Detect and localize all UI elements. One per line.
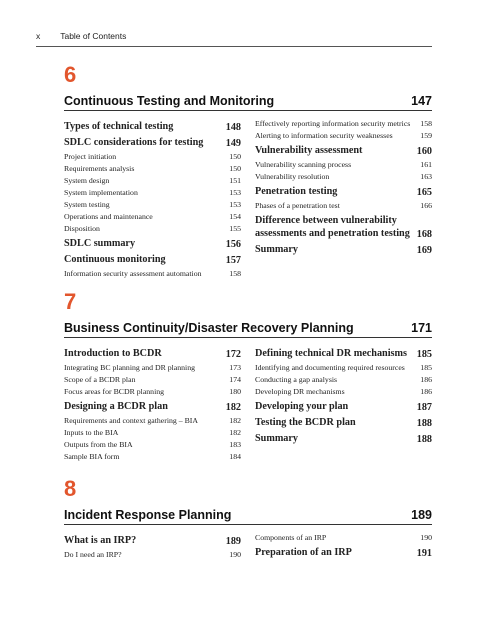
toc-entry-title: Requirements and context gathering – BIA	[64, 416, 199, 425]
toc-subsection[interactable]	[255, 387, 432, 397]
toc-section[interactable]	[255, 400, 432, 413]
toc-entry-page: 186	[420, 375, 432, 384]
chapter-title-row[interactable]	[64, 321, 432, 338]
toc-column-right	[255, 117, 432, 281]
toc-subsection[interactable]	[64, 188, 241, 198]
toc-entry-title: Alerting to information security weaknesses	[255, 131, 393, 140]
toc-entry-page: 172	[225, 349, 241, 360]
toc-section[interactable]	[255, 347, 432, 360]
chapter-title-row[interactable]	[64, 508, 432, 525]
toc-subsection[interactable]	[64, 363, 241, 373]
toc-entry-page: 160	[416, 146, 432, 157]
running-header	[36, 31, 126, 41]
toc-entry-title: Project initiation	[64, 152, 117, 161]
toc-section[interactable]	[255, 546, 432, 559]
toc-section[interactable]	[64, 400, 241, 413]
toc-entry-title: System implementation	[64, 188, 138, 197]
toc-entry-title: Outputs from the BIA	[64, 440, 133, 449]
toc-entry-page: 163	[420, 172, 432, 181]
toc-entry-title: Vulnerability resolution	[255, 172, 330, 181]
chapter-number: 6	[64, 62, 77, 87]
toc-entry-page: 157	[225, 255, 241, 266]
toc-entry-page: 159	[420, 131, 432, 140]
toc-column-right	[255, 344, 432, 464]
toc-columns	[64, 117, 432, 281]
chapter-8	[64, 478, 432, 562]
running-title: Table of Contents	[60, 31, 127, 41]
toc-entry-title: Scope of a BCDR plan	[64, 375, 136, 384]
toc-entry-title: Defining technical DR mechanisms	[255, 348, 407, 359]
toc-entry-page: 182	[225, 402, 241, 413]
chapter-page: 171	[411, 321, 432, 335]
toc-entry-title: Introduction to BCDR	[64, 348, 162, 359]
chapter-page: 189	[411, 508, 432, 522]
toc-entry-title: System design	[64, 176, 110, 185]
toc-column-right	[255, 531, 432, 562]
toc-column-left	[64, 344, 241, 464]
toc-entry-title: Summary	[255, 244, 299, 255]
toc-section[interactable]	[64, 253, 241, 266]
toc-entry-title: Do I need an IRP?	[64, 550, 122, 559]
toc-entry-page: 185	[416, 349, 432, 360]
toc-entry-page: 184	[229, 452, 241, 461]
toc-entry-page: 182	[229, 416, 241, 425]
toc-subsection[interactable]	[64, 550, 241, 560]
toc-subsection[interactable]	[64, 224, 241, 234]
toc-entry-title: Vulnerability assessment	[255, 145, 363, 156]
toc-subsection[interactable]	[64, 164, 241, 174]
toc-entry-page: 188	[416, 434, 432, 445]
toc-entry-page: 153	[229, 188, 241, 197]
toc-entry-page: 148	[225, 122, 241, 133]
toc-entry-title: Testing the BCDR plan	[255, 417, 356, 428]
toc-entry-page: 154	[229, 212, 241, 221]
toc-section[interactable]	[255, 432, 432, 445]
toc-subsection[interactable]	[64, 200, 241, 210]
toc-entry-title: Operations and maintenance	[64, 212, 153, 221]
toc-section[interactable]	[64, 237, 241, 250]
page-number-roman: x	[36, 31, 41, 41]
toc-subsection[interactable]	[255, 533, 432, 543]
toc-entry-title: Identifying and documenting required resources	[255, 363, 405, 372]
toc-entry-title: System testing	[64, 200, 110, 209]
toc-entry-page: 165	[416, 187, 432, 198]
toc-subsection[interactable]	[255, 131, 432, 141]
toc-section[interactable]	[255, 243, 432, 256]
toc-subsection[interactable]	[64, 416, 241, 426]
toc-subsection[interactable]	[255, 172, 432, 182]
chapter-7	[64, 291, 432, 464]
toc-section[interactable]	[255, 185, 432, 198]
toc-entry-title: Disposition	[64, 224, 100, 233]
toc-column-left	[64, 117, 241, 281]
toc-subsection[interactable]	[64, 440, 241, 450]
toc-section[interactable]	[255, 144, 432, 157]
toc-section[interactable]	[64, 534, 241, 547]
toc-column-left	[64, 531, 241, 562]
toc-entry-title: Penetration testing	[255, 186, 338, 197]
header-rule	[36, 46, 432, 47]
toc-entry-page: 186	[420, 387, 432, 396]
toc-entry-page: 183	[229, 440, 241, 449]
toc-entry-title: Designing a BCDR plan	[64, 401, 168, 412]
chapter-title: Incident Response Planning	[64, 508, 232, 522]
toc-section[interactable]	[255, 416, 432, 429]
toc-subsection[interactable]	[255, 119, 432, 129]
toc-subsection[interactable]	[64, 428, 241, 438]
toc-entry-title: SDLC considerations for testing	[64, 137, 204, 148]
chapter-6	[64, 64, 432, 281]
toc-entry-title: Phases of a penetration test	[255, 201, 340, 210]
toc-entry-title: Components of an IRP	[255, 533, 327, 542]
toc-entry-page: 187	[416, 402, 432, 413]
toc-subsection[interactable]	[64, 269, 241, 279]
toc-entry-page: 151	[229, 176, 241, 185]
toc-section[interactable]	[64, 136, 241, 149]
toc-subsection[interactable]	[255, 363, 432, 373]
toc-subsection[interactable]	[255, 201, 432, 211]
chapter-number: 8	[64, 476, 77, 501]
toc-entry-page: 190	[420, 533, 432, 542]
toc-columns	[64, 531, 432, 562]
toc-entry-title: What is an IRP?	[64, 535, 137, 546]
toc-entry-title: Continuous monitoring	[64, 254, 166, 265]
toc-entry-page: 180	[229, 387, 241, 396]
toc-subsection[interactable]	[64, 152, 241, 162]
toc-entry-page: 166	[420, 201, 432, 210]
toc-entry-page: 155	[229, 224, 241, 233]
toc-entry-title: Types of technical testing	[64, 121, 174, 132]
toc-subsection[interactable]	[64, 375, 241, 385]
toc-entry-page: 185	[420, 363, 432, 372]
toc-entry-page: 174	[229, 375, 241, 384]
toc-columns	[64, 344, 432, 464]
toc-section[interactable]	[64, 120, 241, 133]
toc-entry-title: Effectively reporting information security metrics	[255, 119, 411, 128]
toc-subsection[interactable]	[64, 452, 241, 462]
toc-entry-title: Information security assessment automation	[64, 269, 202, 278]
toc-entry-page: 150	[229, 164, 241, 173]
toc-entry-title: Vulnerability scanning process	[255, 160, 352, 169]
toc-entry-page: 169	[416, 245, 432, 256]
toc-entry-page: 153	[229, 200, 241, 209]
toc-entry-title: Focus areas for BCDR planning	[64, 387, 165, 396]
chapter-number: 7	[64, 289, 77, 314]
toc-entry-title: Developing your plan	[255, 401, 349, 412]
toc-section[interactable]	[64, 347, 241, 360]
toc-subsection[interactable]	[64, 176, 241, 186]
toc-subsection[interactable]	[64, 212, 241, 222]
toc-entry-title: SDLC summary	[64, 238, 136, 249]
toc-entry-title: Integrating BC planning and DR planning	[64, 363, 196, 372]
chapter-title: Continuous Testing and Monitoring	[64, 94, 275, 108]
toc-entry-title: Sample BIA form	[64, 452, 120, 461]
toc-subsection[interactable]	[255, 375, 432, 385]
toc-entry-page: 173	[229, 363, 241, 372]
chapter-title-row[interactable]	[64, 94, 432, 111]
toc-subsection[interactable]	[255, 160, 432, 170]
toc-entry-page: 190	[229, 550, 241, 559]
toc-section[interactable]	[255, 214, 432, 240]
chapter-title: Business Continuity/Disaster Recovery Planning	[64, 321, 354, 335]
toc-entry-title: Conducting a gap analysis	[255, 375, 338, 384]
toc-subsection[interactable]	[64, 387, 241, 397]
toc-entry-page: 158	[420, 119, 432, 128]
toc-entry-page: 168	[416, 229, 432, 240]
toc-entry-title: Requirements analysis	[64, 164, 135, 173]
toc-entry-page: 161	[420, 160, 432, 169]
toc-entry-page: 182	[229, 428, 241, 437]
toc-entry-page: 156	[225, 239, 241, 250]
toc-entry-page: 150	[229, 152, 241, 161]
toc-entry-title: Difference between vulnerability assessments and penetration testing	[255, 215, 410, 239]
toc-entry-page: 188	[416, 418, 432, 429]
toc-entry-title: Developing DR mechanisms	[255, 387, 345, 396]
chapter-page: 147	[411, 94, 432, 108]
toc-entry-title: Summary	[255, 433, 299, 444]
toc-entry-title: Inputs to the BIA	[64, 428, 119, 437]
toc-entry-page: 149	[225, 138, 241, 149]
toc-entry-title: Preparation of an IRP	[255, 547, 352, 558]
toc-entry-page: 191	[416, 548, 432, 559]
toc-entry-page: 158	[229, 269, 241, 278]
toc-entry-page: 189	[225, 536, 241, 547]
